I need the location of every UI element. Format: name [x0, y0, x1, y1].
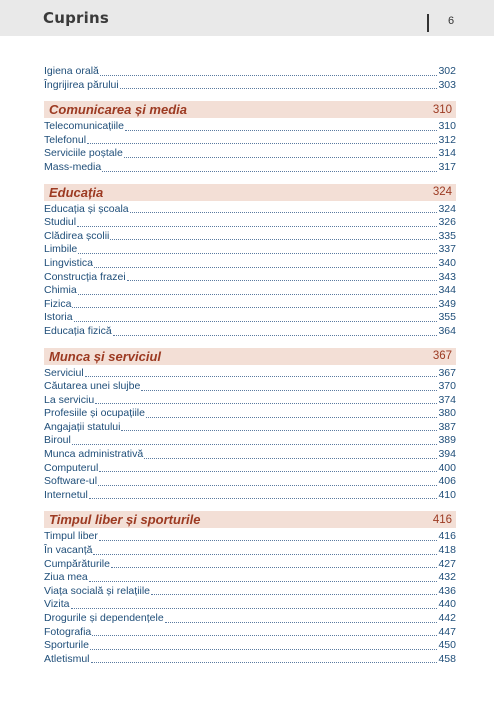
toc-entry[interactable] [44, 462, 456, 476]
toc-entry-page: 324 [438, 202, 456, 215]
dot-leader [127, 270, 438, 281]
toc-entry-page: 416 [438, 530, 456, 543]
toc-entry[interactable] [44, 79, 456, 93]
dot-leader [111, 557, 438, 568]
section-heading[interactable] [44, 511, 456, 528]
toc-entry-page: 374 [438, 393, 456, 406]
toc-entry-page: 343 [438, 270, 456, 283]
toc-entry-label: Vizita [44, 598, 70, 611]
toc-entry[interactable] [44, 530, 456, 544]
toc-entry[interactable] [44, 394, 456, 408]
toc-entry-page: 380 [438, 407, 456, 420]
toc-entry[interactable] [44, 598, 456, 612]
toc-entry-label: La serviciu [44, 393, 95, 406]
dot-leader [144, 448, 437, 459]
dot-leader [77, 216, 437, 227]
toc-entry[interactable] [44, 230, 456, 244]
toc-entry[interactable] [44, 325, 456, 339]
toc-entry-page: 302 [438, 65, 456, 77]
dot-leader [74, 311, 438, 322]
dot-leader [100, 65, 438, 76]
toc-entry-page: 447 [438, 625, 456, 638]
toc-entry-page: 418 [438, 544, 456, 557]
toc-entry-page: 389 [438, 434, 456, 447]
toc-entry-label: Educația fizică [44, 324, 112, 337]
toc-entry-label: Chimia [44, 284, 77, 297]
toc-entry-page: 364 [438, 324, 456, 337]
toc-entry-page: 344 [438, 284, 456, 297]
toc-entry[interactable] [44, 257, 456, 271]
toc-entry[interactable] [44, 407, 456, 421]
dot-leader [146, 407, 438, 418]
toc-entry-label: Telefonul [44, 133, 87, 146]
toc-entry[interactable] [44, 448, 456, 462]
dot-leader [110, 229, 437, 240]
page-number: 6 [448, 15, 455, 27]
dot-leader [124, 147, 438, 158]
toc-entry-page: 337 [438, 243, 456, 256]
toc-entry-page: 432 [438, 571, 456, 584]
toc-entry-page: 349 [438, 297, 456, 310]
toc-entry[interactable] [44, 544, 456, 558]
toc-entry-page: 303 [438, 78, 456, 91]
toc-entry-page: 410 [438, 488, 456, 501]
toc-entry[interactable] [44, 134, 456, 148]
header-divider [427, 14, 429, 32]
page-header [0, 0, 494, 36]
toc-entry-label: Mass-media [44, 160, 102, 173]
dot-leader [130, 202, 438, 213]
toc-entry-label: Internetul [44, 488, 88, 501]
toc-entry-label: Drogurile și dependențele [44, 612, 164, 624]
table-of-contents [44, 65, 456, 666]
page-title: Cuprins [43, 9, 109, 27]
dot-leader [72, 297, 437, 308]
dot-leader [98, 475, 437, 486]
toc-entry-label: Construcția frazei [44, 270, 126, 283]
dot-leader [85, 366, 438, 377]
toc-entry-page: 367 [438, 366, 456, 379]
section-title: Timpul liber și sporturile [49, 512, 201, 528]
toc-entry-page: 400 [438, 461, 456, 474]
toc-entry[interactable] [44, 380, 456, 394]
dot-leader [72, 434, 438, 445]
toc-entry-label: Lingvistica [44, 256, 94, 269]
toc-entry[interactable] [44, 571, 456, 585]
toc-entry[interactable] [44, 203, 456, 217]
dot-leader [87, 133, 437, 144]
toc-entry-label: Timpul liber [44, 530, 98, 543]
toc-entry[interactable] [44, 161, 456, 175]
toc-entry-label: Atletismul [44, 652, 90, 665]
toc-entry-page: 312 [438, 133, 456, 146]
toc-entry[interactable] [44, 311, 456, 325]
toc-entry-label: Limbile [44, 243, 78, 256]
dot-leader [91, 652, 438, 663]
toc-entry[interactable] [44, 558, 456, 572]
section-title: Educația [49, 184, 104, 200]
dot-leader [95, 393, 437, 404]
toc-entry-label: Telecomunicațiile [44, 120, 124, 133]
toc-entry[interactable] [44, 489, 456, 503]
dot-leader [71, 598, 438, 609]
toc-entry-label: Educația și școala [44, 202, 129, 215]
toc-entry[interactable] [44, 147, 456, 161]
toc-entry[interactable] [44, 298, 456, 312]
section-title: Comunicarea și media [49, 102, 187, 118]
toc-entry-label: Îngrijirea părului [44, 78, 119, 91]
toc-entry-page: 387 [438, 420, 456, 433]
toc-entry-label: Cumpărăturile [44, 557, 110, 570]
dot-leader [113, 325, 438, 336]
dot-leader [89, 488, 438, 499]
toc-entry[interactable] [44, 284, 456, 298]
toc-entry-label: Munca administrativă [44, 448, 144, 461]
toc-entry-label: În vacanță [44, 544, 93, 557]
toc-entry[interactable] [44, 585, 456, 599]
section-heading[interactable] [44, 184, 456, 201]
section-page: 416 [432, 513, 452, 526]
dot-leader [78, 243, 437, 254]
toc-entry-page: 394 [438, 448, 456, 461]
toc-entry-label: Sporturile [44, 639, 89, 652]
dot-leader [92, 625, 437, 636]
toc-entry[interactable] [44, 639, 456, 653]
toc-entry-page: 335 [438, 229, 456, 242]
section-page: 324 [432, 186, 452, 199]
section-title: Munca și serviciul [49, 348, 161, 364]
dot-leader [90, 639, 438, 650]
dot-leader [89, 571, 438, 582]
toc-entry-label: Viața socială și relațiile [44, 584, 151, 597]
toc-entry-label: Igiena orală [44, 65, 99, 77]
toc-entry[interactable] [44, 367, 456, 381]
toc-entry-page: 436 [438, 584, 456, 597]
section-page: 367 [432, 350, 452, 362]
toc-entry-label: Căutarea unei slujbe [44, 380, 141, 393]
toc-entry[interactable] [44, 243, 456, 257]
toc-entry-label: Ziua mea [44, 571, 88, 584]
toc-entry[interactable] [44, 120, 456, 134]
toc-entry-label: Istoria [44, 311, 73, 324]
section-heading[interactable] [44, 101, 456, 118]
dot-leader [99, 461, 437, 472]
toc-entry[interactable] [44, 65, 456, 79]
toc-entry-label: Software-ul [44, 475, 98, 488]
toc-entry-label: Angajații statului [44, 420, 121, 433]
toc-entry[interactable] [44, 271, 456, 285]
toc-entry[interactable] [44, 475, 456, 489]
dot-leader [78, 284, 438, 295]
toc-entry[interactable] [44, 421, 456, 435]
toc-entry-page: 310 [438, 120, 456, 133]
section-heading[interactable] [44, 348, 456, 365]
toc-entry-page: 340 [438, 256, 456, 269]
dot-leader [93, 544, 437, 555]
dot-leader [102, 161, 437, 172]
toc-entry[interactable] [44, 216, 456, 230]
dot-leader [94, 257, 437, 268]
toc-entry[interactable] [44, 626, 456, 640]
toc-entry[interactable] [44, 434, 456, 448]
dot-leader [99, 530, 438, 541]
toc-entry-page: 370 [438, 380, 456, 393]
toc-entry-page: 427 [438, 557, 456, 570]
toc-entry-page: 326 [438, 216, 456, 229]
toc-entry-page: 317 [438, 160, 456, 173]
toc-entry-page: 355 [438, 311, 456, 324]
toc-entry-page: 406 [438, 475, 456, 488]
dot-leader [120, 78, 438, 89]
toc-entry-label: Profesiile și ocupațiile [44, 407, 145, 420]
toc-entry-label: Clădirea școlii [44, 229, 110, 242]
dot-leader [151, 584, 437, 595]
toc-entry-page: 440 [438, 598, 456, 611]
toc-entry-label: Studiul [44, 216, 77, 229]
toc-entry-label: Serviciile poștale [44, 147, 123, 160]
toc-entry[interactable] [44, 653, 456, 667]
toc-entry-page: 458 [438, 652, 456, 665]
toc-entry-page: 442 [438, 612, 456, 624]
dot-leader [141, 380, 437, 391]
toc-entry-label: Computerul [44, 461, 99, 474]
toc-entry-label: Fizica [44, 297, 72, 310]
toc-entry[interactable] [44, 612, 456, 626]
toc-entry-label: Serviciul [44, 366, 84, 379]
dot-leader [125, 120, 438, 131]
toc-entry-page: 450 [438, 639, 456, 652]
dot-leader [165, 612, 438, 623]
toc-entry-label: Biroul [44, 434, 71, 447]
toc-entry-page: 314 [438, 147, 456, 160]
dot-leader [121, 420, 437, 431]
section-page: 310 [432, 103, 452, 116]
toc-entry-label: Fotografia [44, 625, 92, 638]
